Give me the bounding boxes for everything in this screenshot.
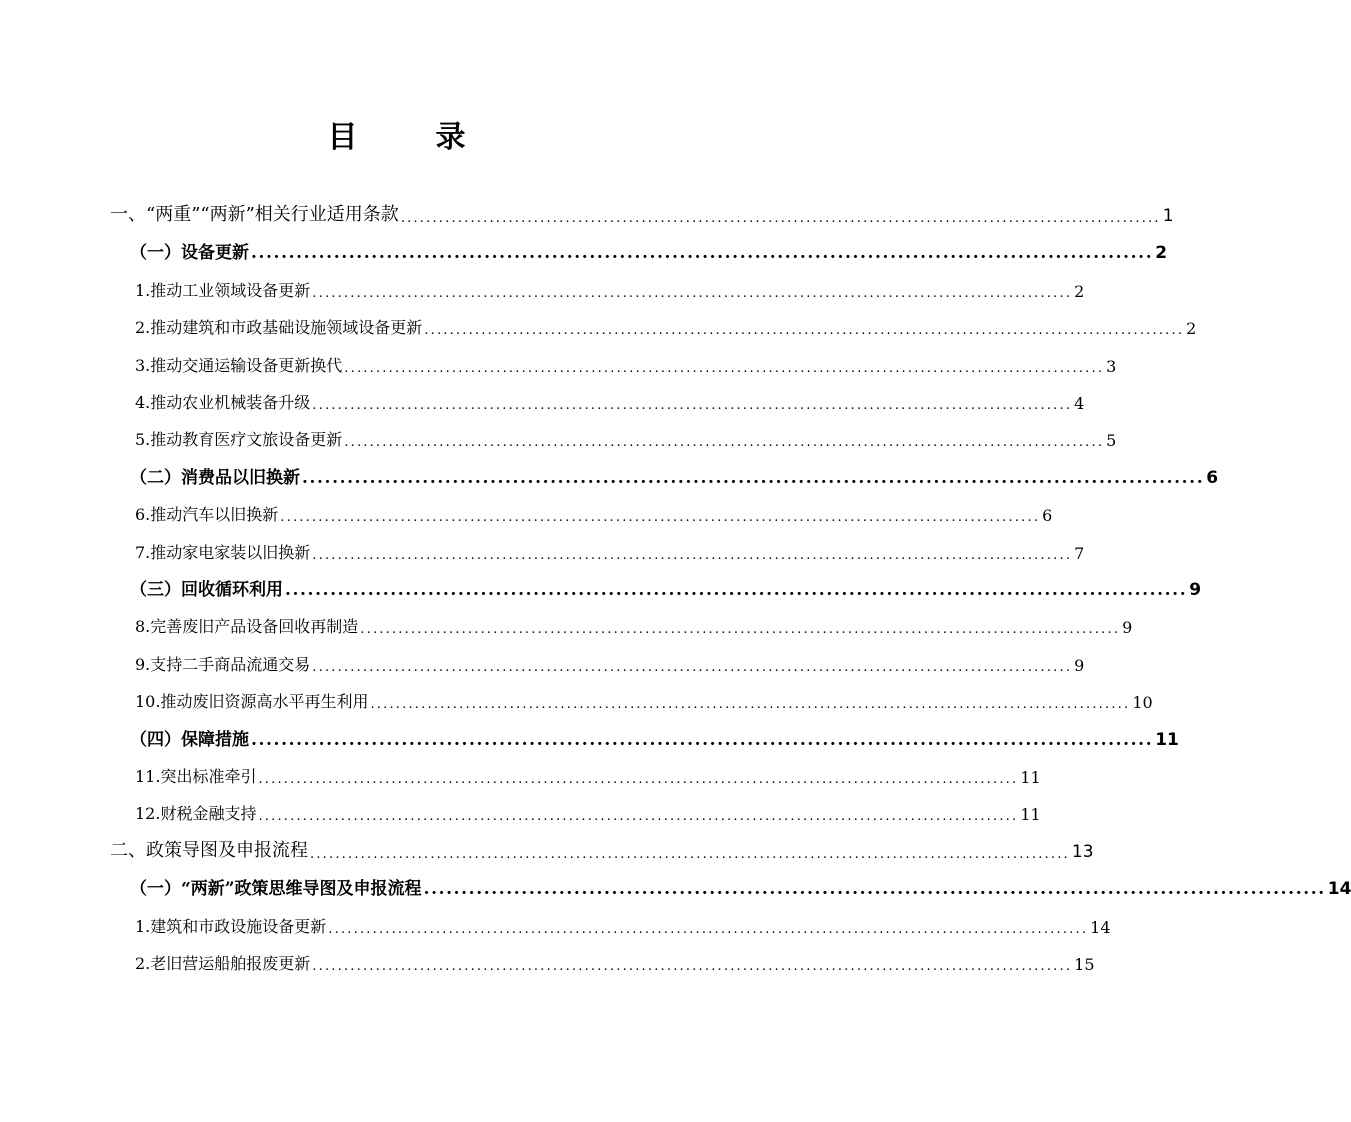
toc-entry[interactable] [135, 537, 1085, 563]
toc-entry-page-number: 11 [1020, 805, 1041, 825]
toc-entry-label: 1.推动工业领域设备更新 [135, 280, 311, 300]
toc-leader-dots: ........................................................................................................................ [312, 398, 1073, 413]
toc-leader-dots: ........................................................................................................................ [312, 547, 1073, 563]
toc-leader-dots: ........................................................................................................................ [280, 510, 1041, 526]
toc-leader-dots: ........................................................................................................................ [258, 772, 1019, 787]
toc-entry[interactable] [135, 761, 1041, 787]
toc-entry[interactable] [135, 499, 1053, 526]
toc-entry-page-number: 3 [1106, 356, 1117, 376]
toc-entry-label: 9.支持二手商品流通交易 [135, 654, 311, 674]
toc-entry-page-number: 9 [1074, 655, 1085, 675]
toc-leader-dots: ........................................................................................................................ [258, 809, 1019, 825]
toc-leader-dots: ........................................................................................................................ [400, 211, 1161, 226]
toc-entry-label: 1.建筑和市政设施设备更新 [135, 916, 327, 936]
toc-entry[interactable] [135, 798, 1041, 825]
toc-leader-dots: ........................................................................................................................ [251, 729, 1154, 750]
toc-leader-dots: ........................................................................................................................ [285, 580, 1188, 600]
toc-entry-label: （一）“两新”政策思维导图及申报流程 [130, 879, 422, 900]
toc-entry-label: （四）保障措施 [130, 729, 249, 750]
toc-entry-label: 2.老旧营运船舶报废更新 [135, 954, 311, 973]
toc-entry-page-number: 6 [1206, 467, 1219, 488]
toc-entry[interactable] [110, 836, 1094, 862]
toc-entry[interactable] [130, 873, 1351, 900]
toc-entry-label: （一）设备更新 [130, 243, 249, 264]
toc-entry-label: 7.推动家电家装以旧换新 [135, 542, 311, 562]
toc-entry[interactable] [135, 350, 1117, 376]
toc-entry[interactable] [130, 237, 1168, 264]
toc-leader-dots: ........................................................................................................................ [424, 323, 1185, 339]
toc-entry[interactable] [135, 424, 1117, 451]
toc-entry[interactable] [135, 312, 1197, 339]
toc-leader-dots: ........................................................................................................................ [310, 846, 1070, 862]
toc-leader-dots: ........................................................................................................................ [328, 921, 1089, 937]
toc-leader-dots: ........................................................................................................................ [312, 959, 1073, 974]
toc-entry-label: 5.推动教育医疗文旅设备更新 [135, 430, 343, 450]
toc-leader-dots: ........................................................................................................................ [312, 285, 1073, 301]
toc-leader-dots: ........................................................................................................................ [360, 622, 1121, 638]
toc-entry-page-number: 4 [1074, 394, 1085, 413]
toc-entry[interactable] [135, 911, 1111, 937]
toc-entry[interactable] [110, 200, 1174, 226]
toc-leader-dots: ........................................................................................................................ [370, 697, 1131, 713]
toc-leader-dots: ........................................................................................................................ [312, 659, 1073, 675]
toc-entry-page-number: 2 [1155, 243, 1168, 264]
toc-entry-page-number: 13 [1071, 841, 1094, 862]
toc-leader-dots: ........................................................................................................................ [344, 435, 1105, 451]
toc-entry-page-number: 2 [1074, 281, 1085, 301]
toc-entry-page-number: 15 [1074, 955, 1095, 974]
toc-entry[interactable] [130, 462, 1219, 488]
toc-entry[interactable] [135, 387, 1085, 413]
toc-entry-page-number: 5 [1106, 431, 1117, 451]
toc-entry-label: 4.推动农业机械装备升级 [135, 393, 311, 412]
toc-entry-label: （三）回收循环利用 [130, 580, 283, 600]
toc-leader-dots: ........................................................................................................................ [302, 467, 1205, 488]
toc-leader-dots: ........................................................................................................................ [423, 879, 1326, 900]
toc-entry[interactable] [135, 649, 1085, 675]
toc-entry-page-number: 7 [1074, 543, 1085, 563]
toc-entry[interactable] [130, 724, 1179, 750]
toc-entry-label: 6.推动汽车以旧换新 [135, 505, 279, 525]
toc-entry-page-number: 11 [1155, 729, 1179, 750]
toc-entry[interactable] [135, 611, 1133, 638]
toc-entry[interactable] [135, 275, 1085, 301]
toc-entry-page-number: 14 [1090, 917, 1111, 937]
toc-entry[interactable] [135, 948, 1095, 974]
toc-entry[interactable] [135, 686, 1153, 713]
toc-entry-page-number: 14 [1327, 879, 1351, 900]
toc-entry-page-number: 9 [1122, 618, 1133, 638]
toc-entry-label: 10.推动废旧资源高水平再生利用 [135, 692, 369, 712]
toc-leader-dots: ........................................................................................................................ [344, 360, 1105, 376]
toc-entry-page-number: 6 [1042, 506, 1053, 526]
toc-entry-page-number: 10 [1132, 693, 1153, 713]
toc-entry-page-number: 11 [1020, 768, 1041, 787]
toc-entry[interactable] [130, 574, 1202, 600]
toc-leader-dots: ........................................................................................................................ [251, 243, 1154, 264]
toc-entry-label: （二）消费品以旧换新 [130, 467, 300, 488]
toc-entry-page-number: 9 [1189, 580, 1202, 600]
toc-entry-label: 二、政策导图及申报流程 [110, 839, 308, 861]
page-title: 目 录 [327, 120, 490, 155]
toc-entry-label: 一、“两重”“两新”相关行业适用条款 [110, 204, 399, 225]
toc-entry-page-number: 2 [1186, 319, 1197, 339]
toc-entry-label: 8.完善废旧产品设备回收再制造 [135, 617, 359, 637]
toc-entry-label: 11.突出标准牵引 [135, 767, 257, 786]
toc-entry-label: 12.财税金融支持 [135, 804, 257, 824]
toc-entry-label: 2.推动建筑和市政基础设施领域设备更新 [135, 318, 423, 338]
toc-entry-label: 3.推动交通运输设备更新换代 [135, 355, 343, 375]
toc-entry-page-number: 1 [1162, 206, 1174, 226]
